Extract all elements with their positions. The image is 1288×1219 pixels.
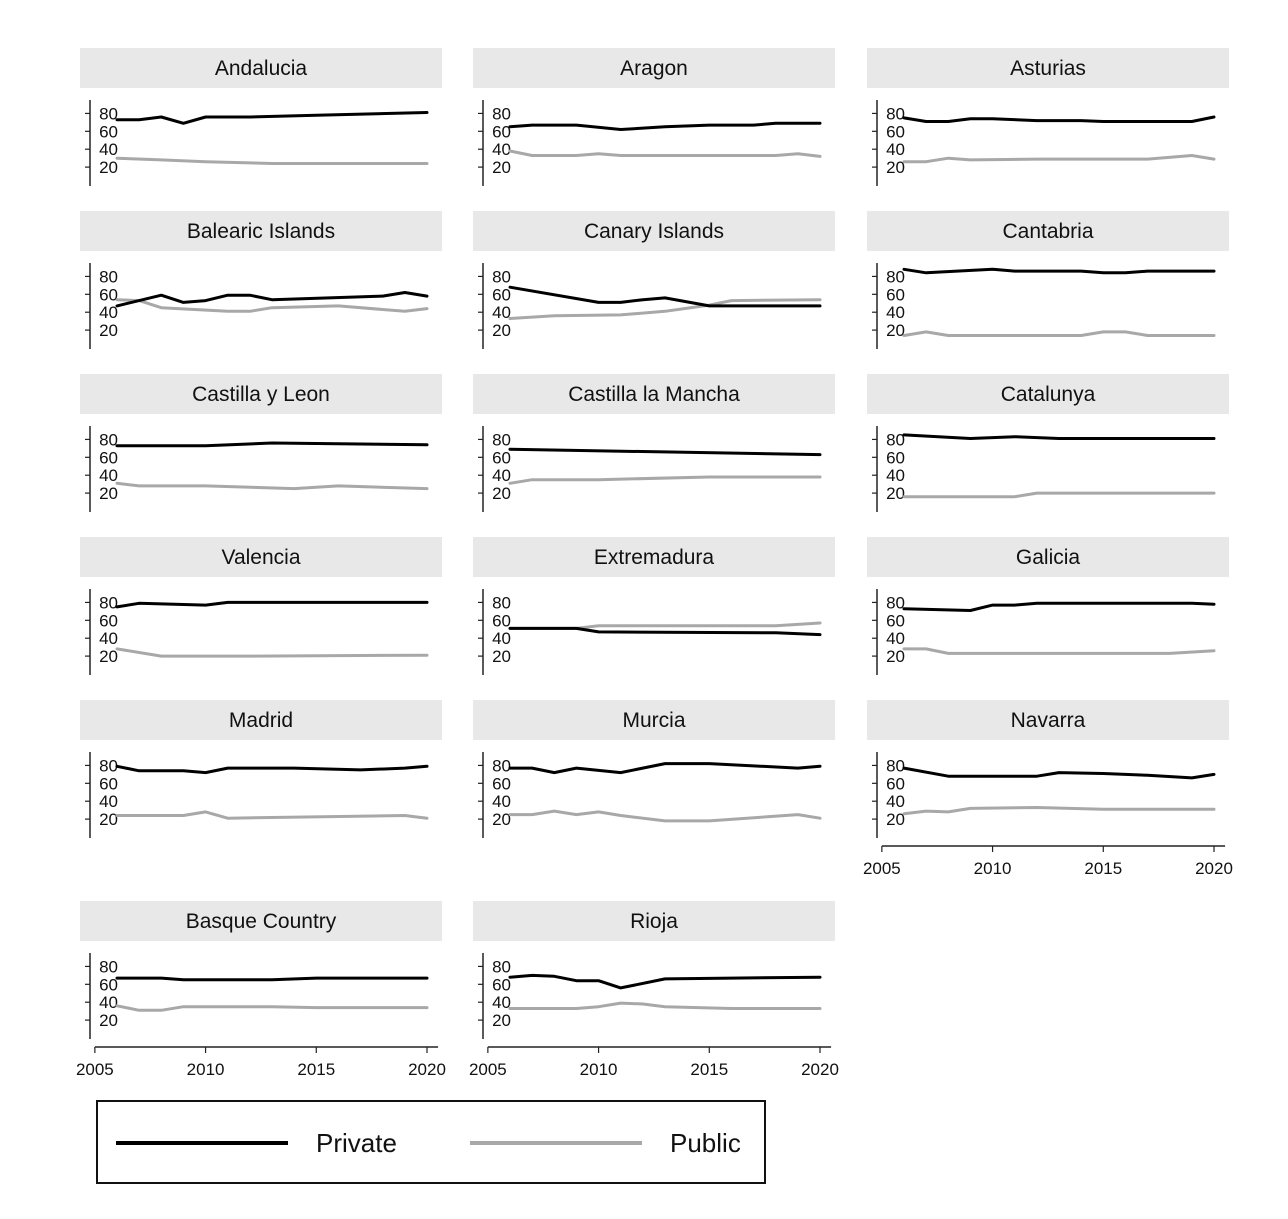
y-tick-label-rioja-60: 60 (492, 975, 511, 995)
y-tick-label-murcia-80: 80 (492, 756, 511, 776)
x-tick-label-rioja-2010: 2010 (579, 1060, 618, 1079)
y-tick-label-andalucia-60: 60 (99, 122, 118, 142)
y-tick-label-valencia-80: 80 (99, 593, 118, 613)
y-tick-label-rioja-40: 40 (492, 993, 511, 1013)
panel-title-cantabria: Cantabria (1002, 220, 1094, 243)
series-line-public-asturias (904, 156, 1214, 162)
y-tick-label-catalunya-40: 40 (886, 466, 905, 486)
series-line-public-navarra (904, 808, 1214, 814)
series-line-private-balearic-islands (117, 293, 427, 306)
series-line-public-balearic-islands (117, 300, 427, 312)
series-line-private-basque-country (117, 978, 427, 980)
series-line-private-navarra (904, 768, 1214, 778)
series-line-public-basque-country (117, 1006, 427, 1011)
y-tick-label-murcia-60: 60 (492, 774, 511, 794)
y-tick-label-castilla-la-mancha-80: 80 (492, 430, 511, 450)
x-tick-label-navarra-2020: 2020 (1195, 859, 1233, 878)
panel-title-castilla-y-leon: Castilla y Leon (192, 383, 330, 406)
x-tick-label-navarra-2015: 2015 (1084, 859, 1123, 878)
y-tick-label-navarra-80: 80 (886, 756, 905, 776)
y-tick-label-aragon-80: 80 (492, 104, 511, 124)
series-line-public-murcia (510, 811, 820, 821)
y-tick-label-valencia-20: 20 (99, 647, 118, 667)
series-line-public-castilla-y-leon (117, 483, 427, 488)
y-tick-label-galicia-60: 60 (886, 611, 905, 631)
y-tick-label-valencia-40: 40 (99, 629, 118, 649)
y-tick-label-canary-islands-20: 20 (492, 321, 511, 341)
y-tick-label-cantabria-60: 60 (886, 285, 905, 305)
series-line-public-cantabria (904, 332, 1214, 336)
y-tick-label-aragon-40: 40 (492, 140, 511, 160)
series-line-private-rioja (510, 975, 820, 988)
panel-title-rioja: Rioja (630, 910, 678, 933)
series-line-private-madrid (117, 766, 427, 772)
y-tick-label-madrid-20: 20 (99, 810, 118, 830)
y-tick-label-castilla-y-leon-40: 40 (99, 466, 118, 486)
panel-title-castilla-la-mancha: Castilla la Mancha (568, 383, 740, 406)
y-tick-label-murcia-40: 40 (492, 792, 511, 812)
y-tick-label-galicia-20: 20 (886, 647, 905, 667)
y-tick-label-andalucia-40: 40 (99, 140, 118, 160)
series-line-public-rioja (510, 1003, 820, 1008)
series-line-public-catalunya (904, 493, 1214, 497)
legend-swatch-private (116, 1141, 288, 1145)
y-tick-label-asturias-20: 20 (886, 158, 905, 178)
x-tick-label-navarra-2005: 2005 (862, 859, 901, 878)
legend-label-public: Public (670, 1128, 741, 1158)
y-tick-label-extremadura-20: 20 (492, 647, 511, 667)
panel-title-catalunya: Catalunya (1000, 383, 1096, 406)
series-line-private-extremadura (510, 628, 820, 634)
panel-title-valencia: Valencia (221, 546, 301, 569)
panel-title-madrid: Madrid (228, 709, 294, 732)
y-tick-label-cantabria-20: 20 (886, 321, 905, 341)
y-tick-label-castilla-la-mancha-20: 20 (492, 484, 511, 504)
panel-title-murcia: Murcia (622, 709, 686, 732)
series-line-private-castilla-y-leon (117, 443, 427, 446)
y-tick-label-cantabria-40: 40 (886, 303, 905, 323)
legend-swatch-public (470, 1141, 642, 1145)
y-tick-label-castilla-la-mancha-60: 60 (492, 448, 511, 468)
y-tick-label-galicia-40: 40 (886, 629, 905, 649)
panel-title-navarra: Navarra (1010, 709, 1086, 732)
y-tick-label-basque-country-80: 80 (99, 957, 118, 977)
series-line-private-murcia (510, 764, 820, 773)
series-line-private-canary-islands (510, 287, 820, 306)
legend (96, 1100, 766, 1184)
y-tick-label-andalucia-20: 20 (99, 158, 118, 178)
series-line-private-galicia (904, 603, 1214, 610)
series-line-public-madrid (117, 812, 427, 818)
y-tick-label-asturias-60: 60 (886, 122, 905, 142)
y-tick-label-basque-country-20: 20 (99, 1011, 118, 1031)
y-tick-label-navarra-60: 60 (886, 774, 905, 794)
y-tick-label-madrid-80: 80 (99, 756, 118, 776)
y-tick-label-murcia-20: 20 (492, 810, 511, 830)
series-line-private-asturias (904, 117, 1214, 122)
series-line-public-canary-islands (510, 300, 820, 319)
panel-title-balearic-islands: Balearic Islands (186, 220, 336, 243)
y-tick-label-extremadura-60: 60 (492, 611, 511, 631)
x-tick-label-basque-country-2020: 2020 (408, 1060, 446, 1079)
series-line-private-cantabria (904, 269, 1214, 273)
y-tick-label-balearic-islands-60: 60 (99, 285, 118, 305)
y-tick-label-catalunya-80: 80 (886, 430, 905, 450)
series-line-public-castilla-la-mancha (510, 477, 820, 483)
y-tick-label-extremadura-80: 80 (492, 593, 511, 613)
y-tick-label-canary-islands-60: 60 (492, 285, 511, 305)
y-tick-label-basque-country-60: 60 (99, 975, 118, 995)
y-tick-label-asturias-40: 40 (886, 140, 905, 160)
panel-title-basque-country: Basque Country (185, 910, 337, 933)
panel-title-galicia: Galicia (1015, 546, 1081, 569)
y-tick-label-extremadura-40: 40 (492, 629, 511, 649)
y-tick-label-balearic-islands-80: 80 (99, 267, 118, 287)
x-tick-label-basque-country-2010: 2010 (186, 1060, 225, 1079)
y-tick-label-cantabria-80: 80 (886, 267, 905, 287)
y-tick-label-balearic-islands-20: 20 (99, 321, 118, 341)
y-tick-label-aragon-20: 20 (492, 158, 511, 178)
x-tick-label-navarra-2010: 2010 (973, 859, 1012, 878)
panel-title-extremadura: Extremadura (593, 546, 715, 569)
series-line-private-catalunya (904, 435, 1214, 439)
series-line-private-valencia (117, 602, 427, 607)
y-tick-label-aragon-60: 60 (492, 122, 511, 142)
x-tick-label-rioja-2015: 2015 (690, 1060, 729, 1079)
y-tick-label-balearic-islands-40: 40 (99, 303, 118, 323)
series-line-private-andalucia (117, 113, 427, 124)
y-tick-label-galicia-80: 80 (886, 593, 905, 613)
y-tick-label-castilla-y-leon-20: 20 (99, 484, 118, 504)
y-tick-label-castilla-y-leon-60: 60 (99, 448, 118, 468)
y-tick-label-navarra-20: 20 (886, 810, 905, 830)
y-tick-label-catalunya-60: 60 (886, 448, 905, 468)
y-tick-label-basque-country-40: 40 (99, 993, 118, 1013)
y-tick-label-madrid-40: 40 (99, 792, 118, 812)
series-line-private-aragon (510, 123, 820, 129)
y-tick-label-rioja-20: 20 (492, 1011, 511, 1031)
x-tick-label-basque-country-2015: 2015 (297, 1060, 336, 1079)
y-tick-label-canary-islands-80: 80 (492, 267, 511, 287)
y-tick-label-andalucia-80: 80 (99, 104, 118, 124)
y-tick-label-canary-islands-40: 40 (492, 303, 511, 323)
y-tick-label-catalunya-20: 20 (886, 484, 905, 504)
series-line-private-castilla-la-mancha (510, 449, 820, 454)
y-tick-label-castilla-la-mancha-40: 40 (492, 466, 511, 486)
y-tick-label-madrid-60: 60 (99, 774, 118, 794)
x-tick-label-basque-country-2005: 2005 (75, 1060, 114, 1079)
series-line-public-andalucia (117, 158, 427, 163)
x-tick-label-rioja-2005: 2005 (468, 1060, 507, 1079)
panel-title-asturias: Asturias (1010, 57, 1086, 80)
y-tick-label-navarra-40: 40 (886, 792, 905, 812)
series-line-public-aragon (510, 151, 820, 156)
panel-title-andalucia: Andalucia (214, 57, 308, 80)
legend-label-private: Private (316, 1128, 397, 1158)
series-line-public-valencia (117, 649, 427, 656)
panel-title-aragon: Aragon (620, 57, 688, 80)
y-tick-label-asturias-80: 80 (886, 104, 905, 124)
y-tick-label-castilla-y-leon-80: 80 (99, 430, 118, 450)
y-tick-label-valencia-60: 60 (99, 611, 118, 631)
x-tick-label-rioja-2020: 2020 (801, 1060, 839, 1079)
y-tick-label-rioja-80: 80 (492, 957, 511, 977)
series-line-public-galicia (904, 649, 1214, 654)
panel-title-canary-islands: Canary Islands (583, 220, 725, 243)
